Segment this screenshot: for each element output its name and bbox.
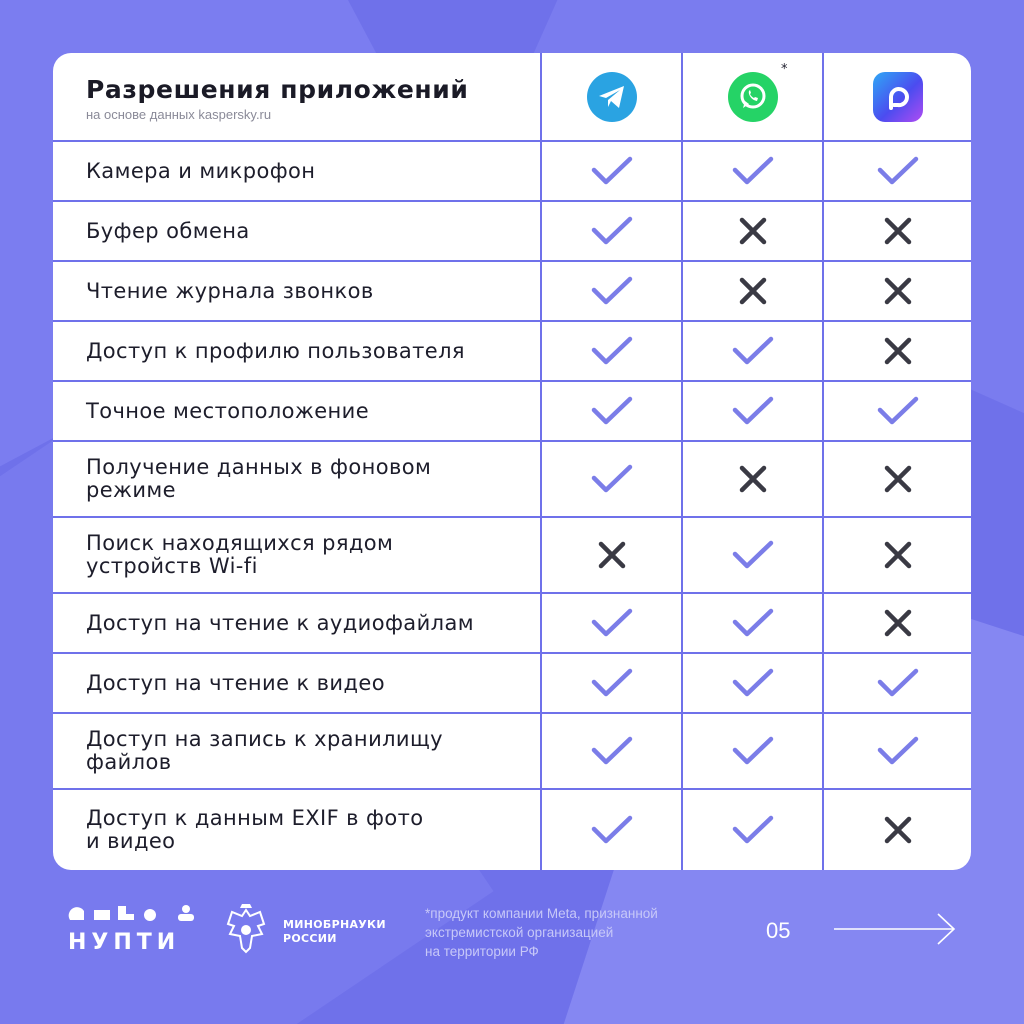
check-icon (591, 335, 633, 367)
permission-cell (53, 654, 540, 712)
footer (0, 880, 1024, 980)
permission-label: Чтение журнала звонков (86, 278, 374, 303)
table-row (53, 382, 971, 442)
table-row (53, 262, 971, 322)
value-cell (683, 518, 822, 592)
value-cell (542, 142, 681, 200)
permission-cell (53, 790, 540, 870)
check-icon (732, 735, 774, 767)
table-row (53, 714, 971, 790)
value-cell (683, 262, 822, 320)
value-cell (542, 442, 681, 516)
value-cell (683, 714, 822, 788)
check-icon (591, 667, 633, 699)
cross-icon (884, 465, 912, 493)
page-subtitle: на основе данных kaspersky.ru (86, 107, 272, 122)
permission-cell (53, 594, 540, 652)
check-icon (591, 463, 633, 495)
check-icon (732, 395, 774, 427)
table-row (53, 790, 971, 870)
permission-cell (53, 202, 540, 260)
asterisk-mark: * (781, 61, 788, 77)
value-cell (542, 202, 681, 260)
table-row (53, 654, 971, 714)
cross-icon (884, 609, 912, 637)
check-icon (591, 155, 633, 187)
header-row (53, 53, 971, 142)
permission-cell (53, 142, 540, 200)
cross-icon (739, 465, 767, 493)
permission-cell (53, 442, 540, 516)
permission-label: Получение данных в фоновом режиме (86, 455, 432, 502)
permission-cell (53, 322, 540, 380)
check-icon (591, 275, 633, 307)
cross-icon (884, 541, 912, 569)
value-cell (542, 714, 681, 788)
nupti-logo (68, 904, 196, 955)
value-cell (542, 654, 681, 712)
check-icon (732, 667, 774, 699)
cross-icon (884, 337, 912, 365)
nupti-logo-shapes (68, 904, 196, 922)
whatsapp-icon (728, 61, 788, 122)
check-icon (732, 155, 774, 187)
page-number: 05 (766, 918, 791, 943)
table-row (53, 142, 971, 202)
value-cell (542, 262, 681, 320)
value-cell (683, 142, 822, 200)
cross-icon (739, 217, 767, 245)
permission-cell (53, 382, 540, 440)
value-cell (824, 322, 971, 380)
permission-label: Доступ к профилю пользователя (86, 338, 465, 363)
value-cell (824, 142, 971, 200)
value-cell (542, 382, 681, 440)
permission-label: Доступ к данным EXIF в фото и видео (86, 806, 424, 853)
permission-label: Доступ на чтение к аудиофайлам (86, 610, 474, 635)
table-row (53, 594, 971, 654)
check-icon (591, 395, 633, 427)
table-row (53, 202, 971, 262)
permission-label: Камера и микрофон (86, 158, 316, 183)
permission-cell (53, 518, 540, 592)
value-cell (824, 790, 971, 870)
table-row (53, 518, 971, 594)
value-cell (542, 594, 681, 652)
value-cell (824, 654, 971, 712)
max-column-header (824, 53, 971, 140)
value-cell (824, 594, 971, 652)
column-divider (540, 53, 542, 870)
check-icon (591, 814, 633, 846)
table-row (53, 322, 971, 382)
check-icon (877, 667, 919, 699)
value-cell (824, 262, 971, 320)
whatsapp-column-header (683, 53, 822, 140)
value-cell (683, 202, 822, 260)
coat-of-arms-icon (222, 904, 270, 956)
table-row (53, 442, 971, 518)
check-icon (591, 215, 633, 247)
check-icon (877, 395, 919, 427)
cross-icon (739, 277, 767, 305)
next-arrow-icon[interactable] (834, 912, 958, 950)
permission-cell (53, 714, 540, 788)
value-cell (824, 202, 971, 260)
check-icon (732, 607, 774, 639)
value-cell (683, 382, 822, 440)
permission-label: Точное местоположение (86, 398, 370, 423)
cross-icon (884, 277, 912, 305)
ministry-label: МИНОБРНАУКИ РОССИИ (283, 918, 386, 945)
check-icon (732, 814, 774, 846)
telegram-column-header (542, 53, 681, 140)
value-cell (683, 790, 822, 870)
check-icon (591, 607, 633, 639)
page-title: Разрешения приложений (86, 75, 469, 104)
check-icon (591, 735, 633, 767)
permission-cell (53, 262, 540, 320)
value-cell (824, 714, 971, 788)
cross-icon (884, 816, 912, 844)
cross-icon (598, 541, 626, 569)
permission-label: Поиск находящихся рядом устройств Wi-fi (86, 531, 394, 578)
value-cell (542, 790, 681, 870)
footnote: *продукт компании Meta, признанной экстремистской организацией на территории РФ (425, 906, 658, 959)
max-icon (873, 72, 923, 122)
value-cell (683, 654, 822, 712)
check-icon (732, 539, 774, 571)
check-icon (877, 155, 919, 187)
nupti-logo-text: НУПТИ (68, 930, 181, 955)
check-icon (732, 335, 774, 367)
value-cell (824, 518, 971, 592)
telegram-icon (587, 72, 637, 122)
column-divider (681, 53, 683, 870)
permission-label: Доступ на чтение к видео (86, 670, 385, 695)
value-cell (542, 322, 681, 380)
cross-icon (884, 217, 912, 245)
value-cell (542, 518, 681, 592)
value-cell (824, 442, 971, 516)
permissions-table (53, 53, 971, 870)
check-icon (877, 735, 919, 767)
permission-label: Доступ на запись к хранилищу файлов (86, 727, 443, 774)
column-divider (822, 53, 824, 870)
permission-label: Буфер обмена (86, 218, 250, 243)
title-block (86, 75, 469, 122)
value-cell (683, 594, 822, 652)
value-cell (683, 322, 822, 380)
value-cell (683, 442, 822, 516)
value-cell (824, 382, 971, 440)
